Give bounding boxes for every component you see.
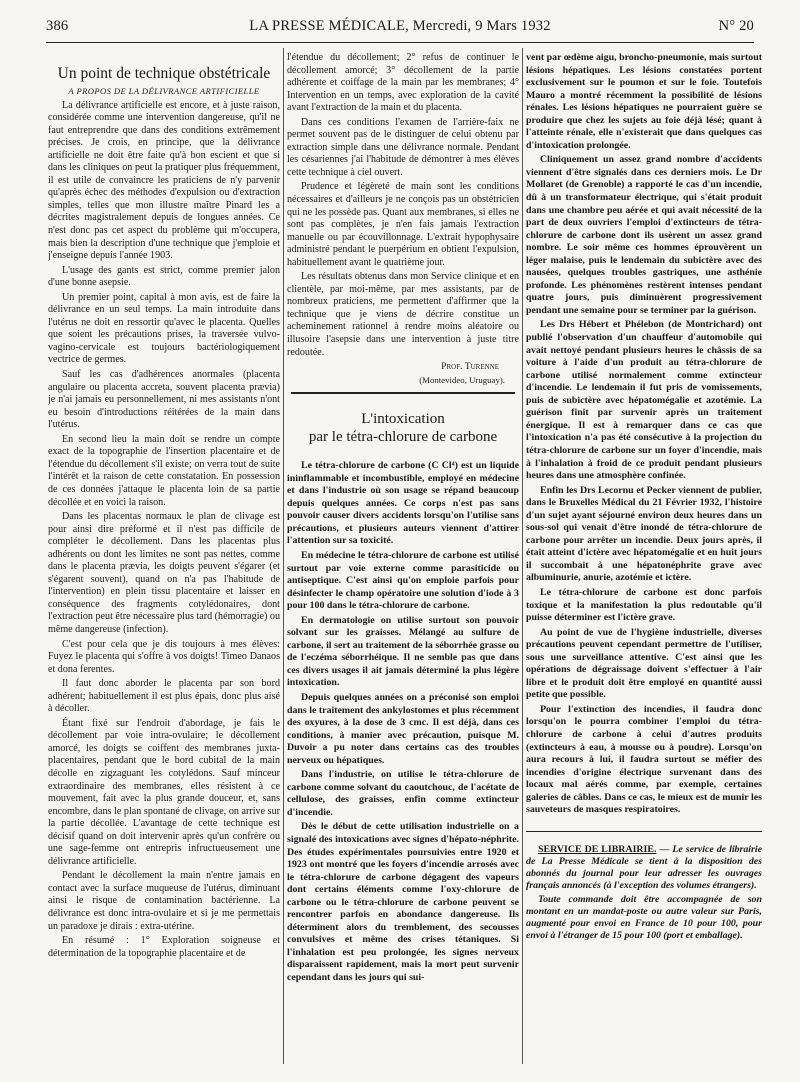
column-1 [48, 64, 280, 1062]
paragraph: Enfin les Drs Lecornu et Pecker viennent de publier, dans le Bruxelles Médical du 21 Février 1932, l'histoire d'un sujet ayant séjourné environ deux heures dans un sous-sol qui venait d'être inondé de tétra-chlorure de carbone pour arrêter un incendie. Deux jours après, il était atteint d'ictère avec hépatomégalie et en huit jours il succombait à une hépatonéphrite grave avec albuminurie, anurie, azotémie et ictère. [526, 484, 762, 584]
notice-text: Toute commande doit être accompagnée de son montant en un mandat-poste ou autre valeur sur Paris, augmenté pour envoi en France de 10 pour 100, pour envoi à l'étranger de 15 pour 100 (port et emballage). [526, 893, 762, 941]
paragraph: Dans ces conditions l'examen de l'arrière-faix ne permet souvent pas de le distinguer de celui obtenu par extraction simple dans une délivrance normale. Pendant les césariennes j'ai l'habitude de démontrer à mes élèves cette technique à ciel ouvert. [287, 116, 519, 178]
paragraph: Le tétra-chlorure de carbone est donc parfois toxique et la manifestation la plus redoutable qu'il puisse déterminer est l'ictère grave. [526, 586, 762, 624]
article-subtitle: A PROPOS DE LA DÉLIVRANCE ARTIFICIELLE [68, 86, 260, 96]
issue-number: N° 20 [718, 18, 754, 34]
article-title: L'intoxication par le tétra-chlorure de carbone [308, 411, 498, 446]
paragraph: Les résultats obtenus dans mon Service clinique et en clientèle, par moi-même, par mes assistants, par de nombreux praticiens, me permettent d'affirmer que la technique que je viens de décrire constitue un acheminement rationnel à rendre moins aléatoire ou illusoire l'asepsie dans une intervention à juste titre redoutée. [287, 271, 519, 358]
paragraph: Dans l'industrie, on utilise le tétra-chlorure de carbone comme solvant du caoutchouc, de l'acétate de cellulose, des graisses, enfin comme extincteur d'incendie. [287, 769, 519, 818]
paragraph: Le tétra-chlorure de carbone (C Cl⁴) est un liquide ininflammable et incombustible, employé en médecine et dans l'industrie où son usage se répand beaucoup depuis quelques années. Ce corps n'est pas sans pouvoir causer divers accidents lorsqu'on l'utilise sans précautions, et plusieurs auteurs viennent d'attirer l'attention sur sa toxicité. [287, 460, 519, 547]
paragraph: En second lieu la main doit se rendre un compte exact de la topographie de l'insertion placentaire et de l'étendue du décollement s'il existe; on verra tout de suite l'intérêt et la raison de cette constatation. En possession de ces données j'attaque le placenta loin de sa partie décollée et en voici la raison. [48, 433, 280, 508]
paragraph: Cliniquement un assez grand nombre d'accidents viennent d'être signalés dans ces derniers mois. Le Dr Mollaret (de Grenoble) a rapporté le cas d'un incendie, dû à un transformateur électrique, qui s'était produit dans une chambre peu aérée et qui avait nécessité de la part de deux ouvriers l'emploi d'extincteurs de tétra-chlorure de carbone dont ils usèrent un assez grand nombre. Le soir même ces hommes éprouvèrent un léger malaise, puis le lendemain du subictère avec des nausées, quelques troubles gastriques, une asthénie profonde. Les phénomènes restèrent intenses pendant quatre jours, puis diminuèrent progressivement pendant une semaine pour se terminer par la guérison. [526, 154, 762, 316]
column-2 [287, 52, 519, 1062]
paragraph: En dermatologie on utilise surtout son pouvoir solvant sur les graisses. Mélangé au sulfure de carbone, il sert au traitement de la séborrhée grasse ou de l'eczéma séborrhéique. Il ne semble pas que dans ces divers usages il ait jamais déterminé la plus légère intoxication. [287, 614, 519, 689]
page-header [46, 18, 754, 44]
paragraph: Pour l'extinction des incendies, il faudra donc lorsqu'on le pourra combiner l'emploi du tétra-chlorure de carbone à celui d'autres produits (extincteurs à eau, à mousse ou à poudre). Lorsqu'on aura recours à lui, il faudra surtout se méfier des incendies d'origine électrique survenant dans des locaux mal aérés comme, par exemple, certaines galeries de câbles. Dans ce cas, le mieux est de munir les sauveteurs de masques respiratoires. [526, 703, 762, 816]
paragraph: En résumé : 1° Exploration soigneuse et détermination de la topographie placentaire et de [48, 935, 280, 959]
paragraph: La délivrance artificielle est encore, et à juste raison, considérée comme une intervention dangereuse, qu'il ne faut entreprendre que dans des conditions extrêmement précises. Je crois, en principe, que la délivrance artificielle ne doit être faite qu'à bon escient et que si dans les cliniques on peut la pratiquer plus fréquemment, il est utile de convaincre les praticiens de n'y parvenir qu'après échec des méthodes d'expulsion ou d'extraction simples, telles que mon illustre maître Pinard les a décrites magistralement depuis de longues années. Ce n'est donc pas cet aspect du problème qui m'occupera, mais bien la description d'une technique que j'emploie et j'enseigne depuis l'année 1903. [48, 99, 280, 262]
paragraph: L'usage des gants est strict, comme premier jalon d'une bonne asepsie. [48, 264, 280, 289]
column-3 [526, 52, 762, 1062]
page-number: 386 [46, 18, 69, 34]
paragraph: vent par œdème aigu, broncho-pneumonie, mais surtout lésions hépatiques. Les lésions constatées portent exclusivement sur le poumon et sur le foie. Toutefois Mauro a montré récemment la possibilité de lésions rénales. Les lésions hépatiques ne pourraient guère se produire que chez les sujets au foie déjà lésé; quant à l'atteinte rénale, elle n'existerait que dans quelques cas d'intoxication prolongée. [526, 52, 762, 151]
paragraph: Étant fixé sur l'endroit d'abordage, je fais le décollement par voie intra-ovulaire; le décollement amorcé, les doigts se coiffent des membranes juxta-placentaires, pendant que le bord cubital de la main décolle en zigzaguant les cotylédons. Sauf minceur extraordinaire des membranes, elles résistent à ce mouvement, fait avec la plus grande douceur, et, sans encombre, dans le plan spontané de clivage, on arrive sur la partie décollée. L'avantage de cette technique est décisif quand on doit intervenir après qu'un confrère ou une sage-femme ont entrepris infructueusement une délivrance artificielle. [48, 717, 280, 867]
author-location: (Montevideo, Uruguay). [419, 375, 505, 386]
paragraph: Pendant le décollement la main n'entre jamais en contact avec la surface muqueuse de l'utérus, diminuant ainsi le risque de contamination bactérienne. La délivrance est donc intra-ovulaire et si je me permettais un paradoxe je dirais : extra-utérine. [48, 870, 280, 932]
article-separator [291, 392, 515, 394]
paragraph: Dans les placentas normaux le plan de clivage est pour ainsi dire préformé et il n'est pas difficile de compléter le décollement. Dans les placentas plus adhérents ou dont les limites ne sont pas nettes, comme dans le placenta prævia, les doigts peuvent s'égarer (et s'égarent souvent), quand on n'a pas l'habitude de l'intervention) en plein tissu placentaire et laisser en conséquence des fragments cotylédonaires, dont l'extraction peut être nécessaire plus tard (hémorragie) ou même dangereuse (infection). [48, 511, 280, 635]
publication-title: LA PRESSE MÉDICALE, Mercredi, 9 Mars 1932 [249, 18, 551, 34]
paragraph: Il faut donc aborder le placenta par son bord adhérent; habituellement il est plus épais, donc plus aisé à décoller. [48, 678, 280, 715]
author-signature: Prof. Turenne [441, 361, 499, 373]
paragraph: Dès le début de cette utilisation industrielle on a signalé des intoxications avec signes d'hépato-néphrite. Des études expérimentales poursuivies entre 1920 et 1923 ont montré que les foyers d'incendie arrosés avec le tétra-chlorure de carbone dégagent des vapeurs dont certains éléments comme l'oxy-chlorure de carbone ou le tétra-chlorure de carbone peuvent se rencontrer parfois en abondance dangereuse. Ils déterminent alors du tremblement, des secousses convulsives et même des crises tétaniques. Si l'inhalation est peu prolongée, les signes nerveux disparaissent rapidement, mais la mort peut survenir cependant dans les jours qui sui- [287, 821, 519, 983]
paragraph: En médecine le tétra-chlorure de carbone est utilisé surtout par voie externe comme parasiticide ou antiseptique. C'est ainsi qu'on emploie parfois pour désinfecter le champ opératoire une solution d'iode à 3 pour 100 dans le tétra-chlorure de carbone. [287, 549, 519, 612]
library-service-notice: SERVICE DE LIBRAIRIE. — Le service de librairie de La Presse Médicale se tient à la disposition des abonnés du journal pour leur adresser les ouvrages français annoncés (à l'exception des volumes étrangers). Toute commande doit être accompagnée de son montant en un mandat-poste ou autre valeur sur Paris, augmenté pour envoi en France de 10 pour 100, pour envoi à l'étranger de 15 pour 100 (port et emballage). [526, 831, 762, 942]
paragraph: Les Drs Hébert et Phélebon (de Montrichard) ont publié l'observation d'un chauffeur d'automobile qui avait nettoyé pendant plusieurs heures le châssis de sa voiture à l'aide d'un produit au tétra-chlorure de carbone utilisé normalement comme extincteur d'incendie. Le lendemain il fut pris de vomissements, puis de subictère avec hépatomégalie et azotémie. La guérison finit par survenir après un traitement énergique. Il est à remarquer dans ce cas que l'intoxication n'a pas été consécutive à la projection du tétra-chlorure de carbone sur un foyer d'incendie, mais à l'inhalation à froid de ce produit pendant plusieurs heures dans une atmosphère confinée. [526, 319, 762, 482]
paragraph: Au point de vue de l'hygiène industrielle, diverses précautions peuvent cependant permettre de l'utiliser, sous une surveillance attentive. C'est ainsi que les opérations de dégraissage doivent s'effectuer à l'air libre et le produit doit être employé en quantité aussi petite que possible. [526, 626, 762, 701]
article-title: Un point de technique obstétricale [57, 65, 271, 82]
paragraph: l'étendue du décollement; 2° refus de continuer le décollement amorcé; 3° décollement de la partie adhérente et coiffage de la main par les membranes; 4° Intervention en un temps, avec exploration de la cavité avant l'extraction de la main et du placenta. [287, 52, 519, 114]
header-rule [46, 42, 754, 43]
paragraph: Depuis quelques années on a préconisé son emploi dans le traitement des ankylostomes et plus récemment des oxyures, à la dose de 3 cmc. Il est déjà, dans ces conditions, à manier avec précaution, puisque M. Duvoir a pu noter dans certains cas des troubles nerveux ou hépatiques. [287, 691, 519, 766]
paragraph: C'est pour cela que je dis toujours à mes élèves: Fuyez le placenta qui s'offre à vos doigts! Timeo Danaos et dona ferentes. [48, 638, 280, 675]
paragraph: Un premier point, capital à mon avis, est de faire la délivrance en un seul temps. La main introduite dans l'utérus ne doit en ressortir qu'avec le placenta. Quelles que soient les précautions prises, la traversée vulvo-vagino-cervicale est toujours bactériologiquement vectrice de germes. [48, 291, 280, 366]
column-divider [522, 48, 523, 1064]
article-body [287, 460, 519, 984]
paragraph: Prudence et légèreté de main sont les conditions nécessaires et d'ailleurs je ne conçois pas un obstétricien qui ne les possède pas. Quant aux membranes, si elles ne sont pas complètes, je n'en fais jamais l'extraction manuelle ou par écouvillonnage. L'extrait hypophysaire administré pendant le puerpérium en obtient l'expulsion, habituellement avant le quatrième jour. [287, 181, 519, 268]
column-divider [283, 48, 284, 1064]
paragraph: Sauf les cas d'adhérences anormales (placenta angulaire ou placenta accreta, souvent placenta prævia) je n'ai jamais eu personnellement, ni mes assistants n'ont eu besoin d'introductions réitérées de la main dans l'utérus. [48, 369, 280, 431]
notice-heading: SERVICE DE LIBRAIRIE. [538, 843, 657, 855]
